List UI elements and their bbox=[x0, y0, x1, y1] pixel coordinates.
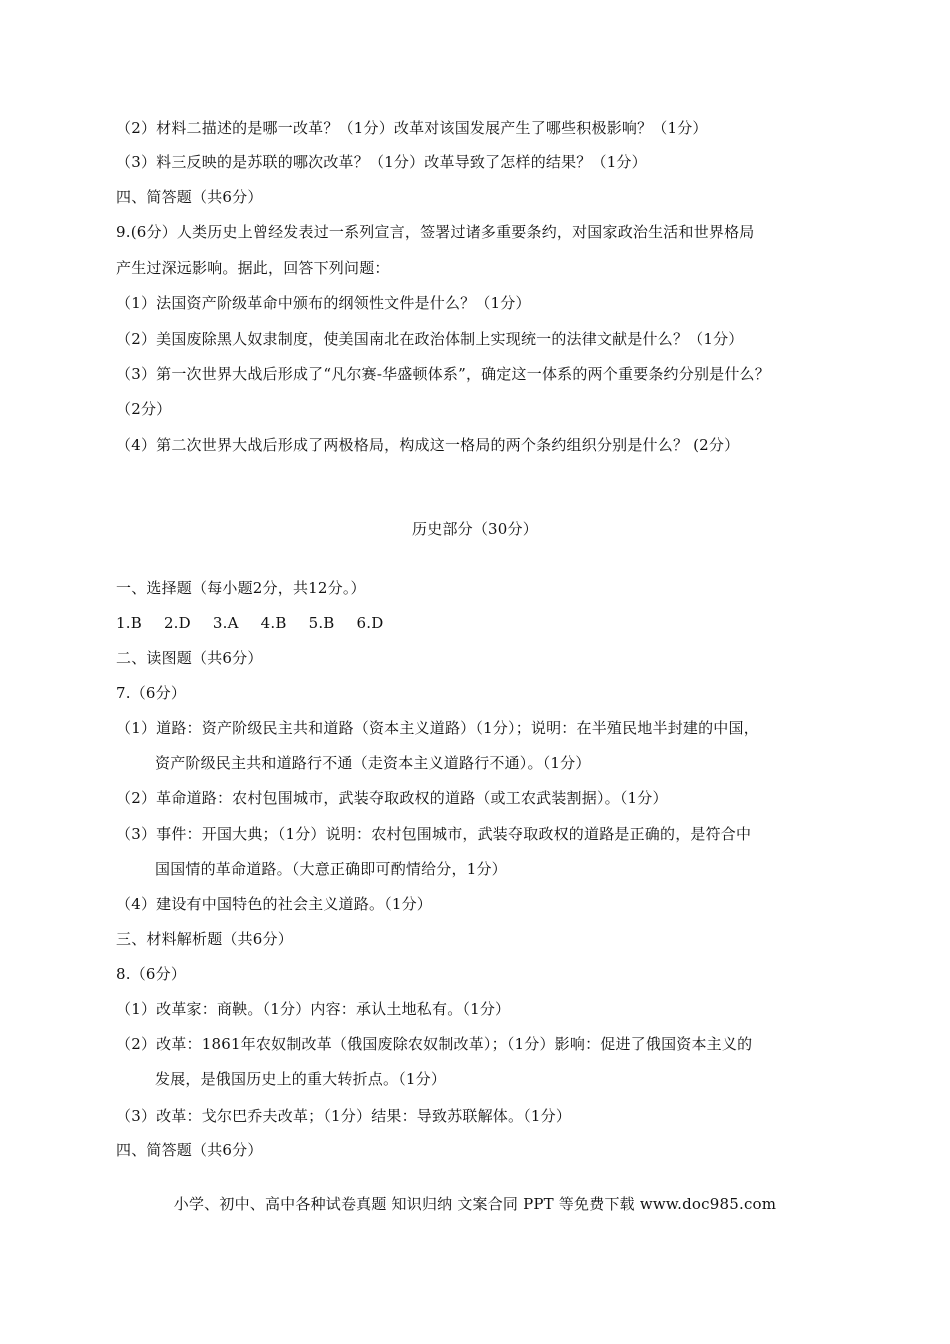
section-4-title: 四、简答题（共6分） bbox=[116, 188, 263, 206]
answer-7-3-line1: （3）事件：开国大典；（1分）说明：农村包围城市，武装夺取政权的道路是正确的，是符合中 bbox=[116, 825, 752, 843]
question-8-2: （2）材料二描述的是哪一改革？（1分）改革对该国发展产生了哪些积极影响？（1分） bbox=[116, 119, 708, 137]
question-9-intro-line1: 9.(6分）人类历史上曾经发表过一系列宣言，签署过诸多重要条约，对国家政治生活和世界格局 bbox=[116, 223, 755, 241]
answer-7-3-line2: 国国情的革命道路。（大意正确即可酌情给分，1分） bbox=[155, 860, 507, 878]
footer-text: 小学、初中、高中各种试卷真题 知识归纳 文案合同 PPT 等免费下载 www.doc985.com bbox=[173, 1195, 777, 1213]
answer-7-1-line2: 资产阶级民主共和道路行不通（走资本主义道路行不通）。（1分） bbox=[155, 754, 591, 772]
question-9-3-line2: （2分） bbox=[116, 400, 172, 418]
answers-section-4-title: 四、简答题（共6分） bbox=[116, 1141, 263, 1159]
answers-choice-list bbox=[116, 613, 405, 633]
question-9-2: （2）美国废除黑人奴隶制度，使美国南北在政治体制上实现统一的法律文献是什么？（1分） bbox=[116, 330, 744, 348]
answer-choice: 1.B bbox=[116, 614, 142, 632]
answer-7-2: （2）革命道路：农村包围城市，武装夺取政权的道路（或工农武装割据）。（1分） bbox=[116, 789, 668, 807]
answer-8-2-line2: 发展，是俄国历史上的重大转折点。（1分） bbox=[155, 1070, 447, 1088]
question-9-4: （4）第二次世界大战后形成了两极格局，构成这一格局的两个条约组织分别是什么？ (2分） bbox=[116, 436, 740, 454]
answers-heading: 历史部分（30分） bbox=[412, 520, 538, 538]
answers-section-1-title: 一、选择题（每小题2分，共12分。） bbox=[116, 579, 366, 597]
answer-choice: 5.B bbox=[308, 614, 335, 632]
question-9-intro-line2: 产生过深远影响。据此，回答下列问题： bbox=[116, 259, 390, 277]
answer-choice: 4.B bbox=[260, 614, 287, 632]
answer-choice: 2.D bbox=[163, 614, 191, 632]
question-9-3-line1: （3）第一次世界大战后形成了“凡尔赛-华盛顿体系”，确定这一体系的两个重要条约分别是什么？ bbox=[116, 365, 770, 383]
answer-8-3: （3）改革：戈尔巴乔夫改革；（1分）结果：导致苏联解体。（1分） bbox=[116, 1107, 572, 1125]
answer-7-title: 7.（6分） bbox=[116, 684, 187, 702]
question-8-3: （3）料三反映的是苏联的哪次改革？（1分）改革导致了怎样的结果？（1分） bbox=[116, 153, 647, 171]
answer-choice: 6.D bbox=[356, 614, 384, 632]
answer-8-1: （1）改革家：商鞅。（1分）内容：承认土地私有。（1分） bbox=[116, 1000, 511, 1018]
answers-section-2-title: 二、读图题（共6分） bbox=[116, 649, 263, 667]
answer-choice: 3.A bbox=[212, 614, 239, 632]
answer-8-2-line1: （2）改革：1861年农奴制改革（俄国废除农奴制改革）；（1分）影响：促进了俄国资本主义的 bbox=[116, 1035, 753, 1053]
answer-7-1-line1: （1）道路：资产阶级民主共和道路（资本主义道路）（1分）；说明：在半殖民地半封建的中国， bbox=[116, 719, 759, 737]
answers-section-3-title: 三、材料解析题（共6分） bbox=[116, 930, 293, 948]
answer-8-title: 8.（6分） bbox=[116, 965, 187, 983]
question-9-1: （1）法国资产阶级革命中颁布的纲领性文件是什么？（1分） bbox=[116, 294, 531, 312]
answer-7-4: （4）建设有中国特色的社会主义道路。（1分） bbox=[116, 895, 432, 913]
